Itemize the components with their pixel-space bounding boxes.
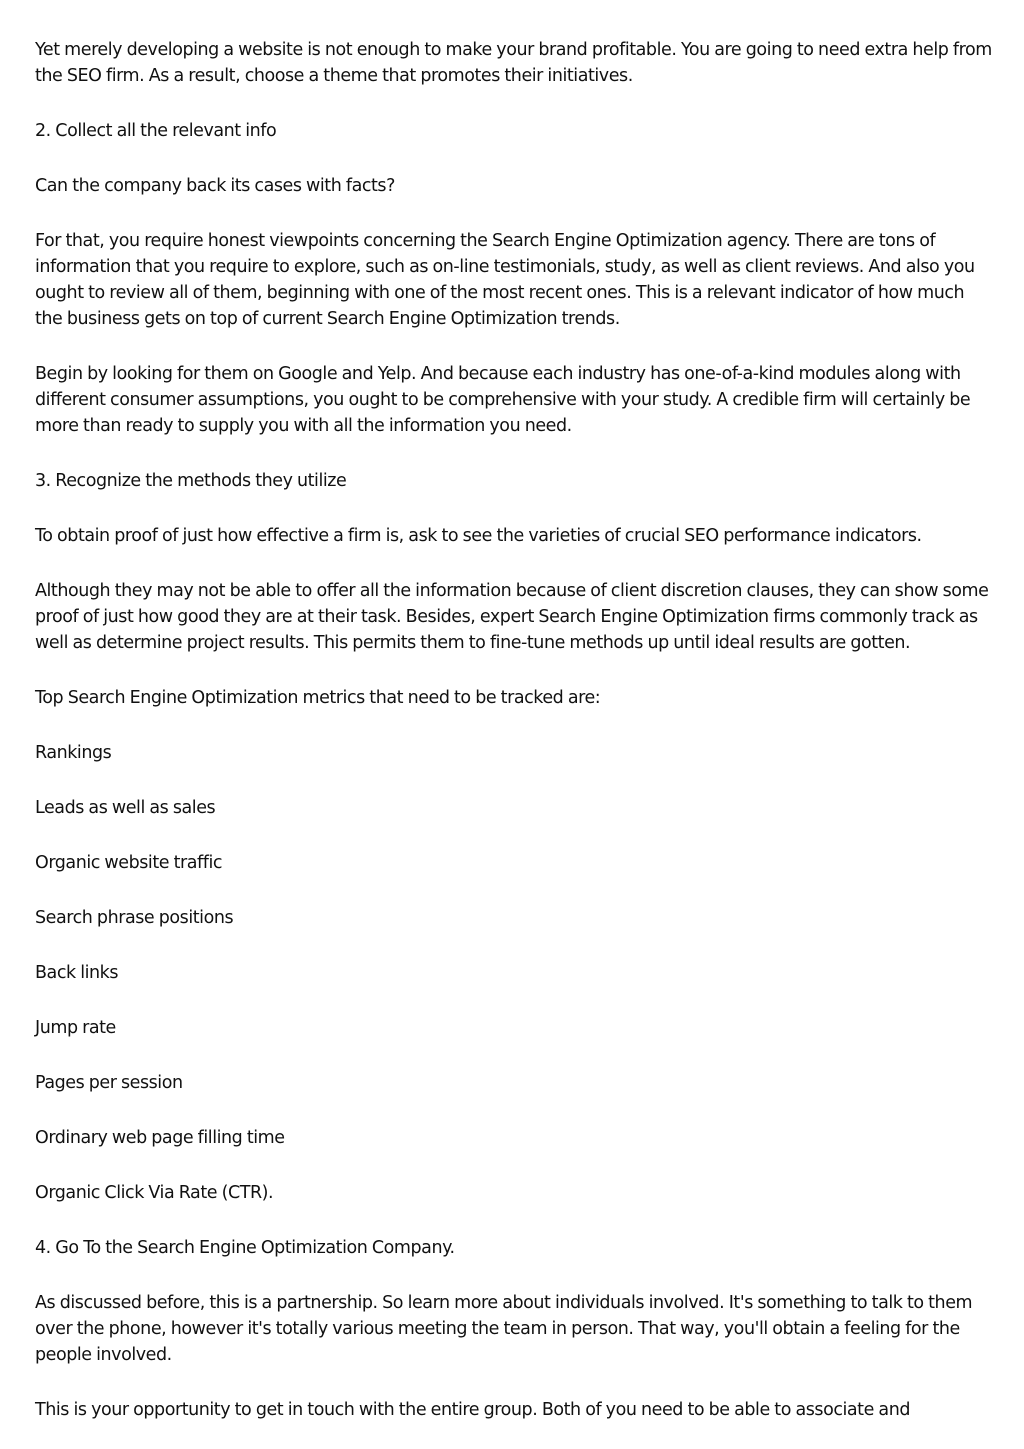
section-heading-visit: 4. Go To the Search Engine Optimization Company. — [35, 1238, 455, 1258]
metric-item: Search phrase positions — [35, 908, 234, 928]
metric-item: Leads as well as sales — [35, 798, 216, 818]
viewpoints-paragraph: For that, you require honest viewpoints concerning the Search Engine Optimization agency. There are tons of information that you require to explore, such as on-line testimonials, study, as well as client reviews. And also you ought to review all of them, beginning with one of the most recent ones. This is a relevant indicator of how much the business gets on top of current Search Engine Optimization trends. — [35, 231, 975, 329]
google-yelp-paragraph: Begin by looking for them on Google and Yelp. And because each industry has one-of-a-kind modules along with different consumer assumptions, you ought to be comprehensive with your study. A credible firm will certainly be more than ready to supply you with all the information you need. — [35, 364, 971, 436]
intro-paragraph: Yet merely developing a website is not enough to make your brand profitable. You are going to need extra help from the SEO firm. As a result, choose a theme that promotes their initiatives. — [35, 40, 992, 86]
metrics-intro: Top Search Engine Optimization metrics that need to be tracked are: — [35, 688, 601, 708]
metric-item: Ordinary web page filling time — [35, 1128, 285, 1148]
metric-item: Back links — [35, 963, 119, 983]
question-paragraph: Can the company back its cases with facts? — [35, 176, 395, 196]
metric-item: Organic website traffic — [35, 853, 223, 873]
document-body — [35, 37, 995, 1423]
opportunity-paragraph: This is your opportunity to get in touch with the entire group. Both of you need to be able to associate and — [35, 1400, 910, 1420]
metric-item: Organic Click Via Rate (CTR). — [35, 1183, 274, 1203]
metric-item: Pages per session — [35, 1073, 183, 1093]
metric-item: Rankings — [35, 743, 112, 763]
metric-item: Jump rate — [35, 1018, 116, 1038]
section-heading-collect-info: 2. Collect all the relevant info — [35, 121, 277, 141]
discretion-paragraph: Although they may not be able to offer all the information because of client discretion clauses, they can show some proof of just how good they are at their task. Besides, expert Search Engine Optimization firms commonly track as well as determine project results. This permits them to fine-tune methods up until ideal results are gotten. — [35, 581, 989, 653]
partnership-paragraph: As discussed before, this is a partnership. So learn more about individuals involved. It's something to talk to them over the phone, however it's totally various meeting the team in person. That way, you'll obtain a feeling for the people involved. — [35, 1293, 973, 1365]
section-heading-methods: 3. Recognize the methods they utilize — [35, 471, 347, 491]
proof-paragraph: To obtain proof of just how effective a firm is, ask to see the varieties of crucial SEO performance indicators. — [35, 526, 922, 546]
